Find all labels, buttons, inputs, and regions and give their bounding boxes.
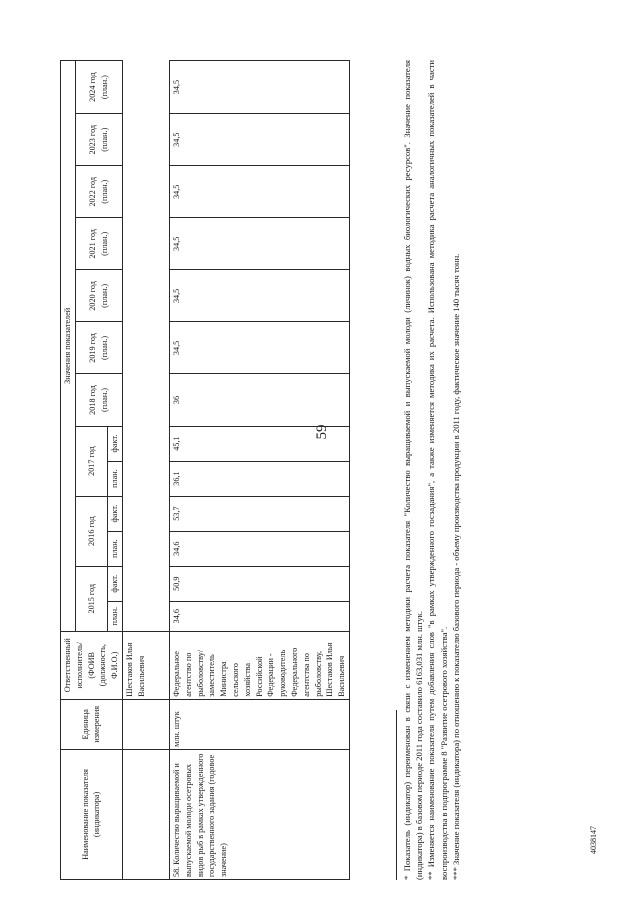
- footnote-divider: [396, 710, 397, 880]
- header-year-2024: 2024 год (план.): [75, 61, 122, 114]
- value-2016-plan: 34,6: [169, 531, 349, 566]
- header-year-2015: 2015 год: [75, 566, 107, 631]
- header-year-2021: 2021 год (план.): [75, 218, 122, 270]
- value-2018: 36: [169, 374, 349, 426]
- header-2017-fact: факт.: [108, 426, 123, 461]
- document-id: 4038147: [589, 826, 598, 854]
- footnote-2: ** Изменяется наименование показателя путем добавления слов "в рамках утвержденного госзадания", а также изменяется методика их расчета. Использована методика расчета аналогичных показателей в части воспроизводства в подпрограмме 8 "Развитие осетрового хозяйства".: [426, 60, 449, 880]
- carryover-row: [122, 61, 169, 880]
- indicator-responsible: Федеральное агентство по рыболовству/ заместитель Министра сельского хозяйства Российской Федерации - руководитель Федерального агентства по рыболовству, Шестаков Илья Васильевич: [169, 631, 349, 699]
- value-2022: 34,5: [169, 166, 349, 218]
- rotated-page-content: [60, 60, 502, 880]
- value-2015-fact: 50,9: [169, 566, 349, 601]
- header-year-2023: 2023 год (план.): [75, 114, 122, 166]
- header-2017-plan: план.: [108, 461, 123, 496]
- header-year-2018: 2018 год (план.): [75, 374, 122, 426]
- indicator-table: [60, 60, 350, 880]
- indicator-unit: млн. штук: [169, 699, 349, 749]
- value-2017-plan: 36,1: [169, 461, 349, 496]
- header-year-2022: 2022 год (план.): [75, 166, 122, 218]
- value-2017-fact: 45,1: [169, 426, 349, 461]
- page-number: 59: [314, 424, 330, 440]
- header-indicator-name: Наименование показателя (индикатора): [61, 749, 123, 879]
- value-2021: 34,5: [169, 218, 349, 270]
- value-2015-plan: 34,6: [169, 601, 349, 631]
- header-2015-plan: план.: [108, 601, 123, 631]
- value-2023: 34,5: [169, 114, 349, 166]
- header-year-2016: 2016 год: [75, 496, 107, 566]
- header-2015-fact: факт.: [108, 566, 123, 601]
- carryover-responsible: Шестаков Илья Васильевич: [122, 631, 169, 699]
- header-year-2019: 2019 год (план.): [75, 322, 122, 374]
- value-2019: 34,5: [169, 322, 349, 374]
- indicator-name: 58. Количество выращиваемой и выпускаемой молоди осетровых видов рыб в рамках утвержденного государственного задания (годовое значение): [169, 749, 349, 879]
- header-unit: Единица измерения: [61, 699, 123, 749]
- header-responsible: Ответственный исполнитель/ (ФОИВ (должность, Ф.И.О.): [61, 631, 123, 699]
- value-2016-fact: 53,7: [169, 496, 349, 531]
- table-row: [169, 61, 349, 880]
- footnote-1: * Показатель (индикатор) переименован в связи с изменением методики расчета показателя "Количество выращиваемой и выпускаемой молоди (личинок) водных биологических ресурсов". Значение показателя (индикатора) в базовом периоде 2011 года составило 6163,031 млн. штук.: [402, 60, 425, 880]
- header-year-2017: 2017 год: [75, 426, 107, 496]
- header-year-2020: 2020 год (план.): [75, 270, 122, 322]
- header-values-group: Значения показателей: [61, 61, 76, 632]
- footnote-3: *** Значение показателя (индикатора) по отношению к показателю базового периода - объему производства продукции в 2011 году, фактическое значение 140 тысяч тонн.: [450, 253, 461, 880]
- header-2016-plan: план.: [108, 531, 123, 566]
- footnotes: [396, 60, 462, 880]
- value-2024: 34,5: [169, 61, 349, 114]
- value-2020: 34,5: [169, 270, 349, 322]
- header-2016-fact: факт.: [108, 496, 123, 531]
